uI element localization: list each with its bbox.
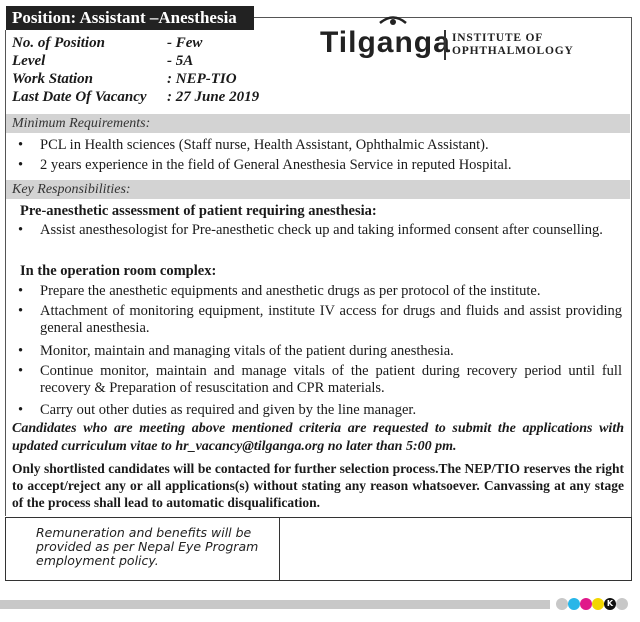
- bullet-icon: •: [18, 343, 24, 359]
- institute-name: INSTITUTE OF OPHTHALMOLOGY: [452, 32, 574, 57]
- frame-left-line: [5, 30, 6, 516]
- meta-label: Level: [12, 53, 46, 69]
- registration-gray-icon: [556, 598, 568, 610]
- bullet-icon: •: [18, 137, 24, 153]
- selection-disclaimer: Only shortlisted candidates will be contacted for further selection process.The NEP/TIO reserves the right to accept/reject any or all applications(s) without stating any reason whatsoever. Canvassing at any stage of the process shall lead to automatic disqualification.: [12, 461, 624, 510]
- bullet-icon: •: [18, 222, 24, 238]
- registration-cyan-icon: [568, 598, 580, 610]
- meta-label: Last Date Of Vacancy: [12, 89, 147, 105]
- meta-value: : NEP-TIO: [167, 71, 237, 87]
- registration-magenta-icon: [580, 598, 592, 610]
- meta-value: - 5A: [167, 53, 194, 69]
- bullet-icon: •: [18, 283, 24, 299]
- bullet-icon: •: [18, 303, 24, 319]
- frame-right-line: [631, 17, 632, 517]
- tilganga-logo-text: Tilganga: [320, 26, 451, 59]
- key-responsibilities-heading: Key Responsibilities:: [6, 180, 630, 199]
- print-strip: [0, 600, 550, 609]
- operation-room-heading: In the operation room complex:: [20, 263, 217, 279]
- logo-separator: [444, 30, 446, 60]
- footer-box: [5, 517, 632, 581]
- application-instructions: Candidates who are meeting above mentioned criteria are requested to submit the applications with updated curriculum vitae to hr_vacancy@tilganga.org no later than 5:00 pm.: [12, 421, 624, 454]
- bullet-icon: •: [18, 402, 24, 418]
- footer-divider: [279, 518, 280, 580]
- frame-top-line: [254, 17, 632, 18]
- meta-label: Work Station: [12, 71, 93, 87]
- vacancy-notice: Position: Assistant –Anesthesia No. of Position - Few Level - 5A Work Station : NEP-TIO Last Date Of Vacancy : 27 June 2019 Minimum Requirements: • PCL in Health sciences (Staff nurse, Health Assistant, Ophthalmic Assistant). • 2 years experience in the field of General Anesthesia Service in reputed Hospital. Key Responsibilities: Pre-anesthetic assessment of patient requiring anesthesia: • Assist anesthesologist for Pre-anesthetic check up and taking informed consent after counselling. In the operation room complex: • Prepare the anesthetic equipments and anesthetic drugs as per protocol of the institute. • Attachment of monitoring equipment, institute IV access for drugs and fluids and assist providing general anesthesia. • Monitor, maintain and managing vitals of the patient during anesthesia. • Continue monitor, maintain and manage vitals of the patient during recovery period until full recovery & Preparation of resuscitation and CPR materials. • Carry out other duties as required and given by the line manager. Candidates who are meeting above mentioned criteria are requested to submit the applications with updated curriculum vitae to hr_vacancy@tilganga.org no later than 5:00 pm. Only shortlisted candidates will be contacted for further selection process.The NEP/TIO reserves the right to accept/reject any or all applications(s) without stating any reason whatsoever. Canvassing at any stage of the process shall lead to automatic disqualification. Remuneration and benefits will be provided as per Nepal Eye Program employment policy. Tilganga INSTITUTE OF OPHTHALMOLOGY: [4, 4, 636, 593]
- registration-gray-icon: [616, 598, 628, 610]
- bullet-icon: •: [18, 363, 24, 379]
- meta-value: : 27 June 2019: [167, 89, 260, 105]
- position-title: Position: Assistant –Anesthesia: [6, 6, 254, 30]
- meta-value: - Few: [167, 35, 203, 51]
- registration-yellow-icon: [592, 598, 604, 610]
- registration-black-icon: K: [604, 598, 616, 610]
- min-requirements-heading: Minimum Requirements:: [6, 114, 630, 133]
- pre-anesthetic-heading: Pre-anesthetic assessment of patient requiring anesthesia:: [20, 203, 377, 219]
- bullet-icon: •: [18, 157, 24, 173]
- meta-label: No. of Position: [12, 35, 105, 51]
- remuneration-note: Remuneration and benefits will be provided as per Nepal Eye Program employment policy.: [36, 525, 259, 568]
